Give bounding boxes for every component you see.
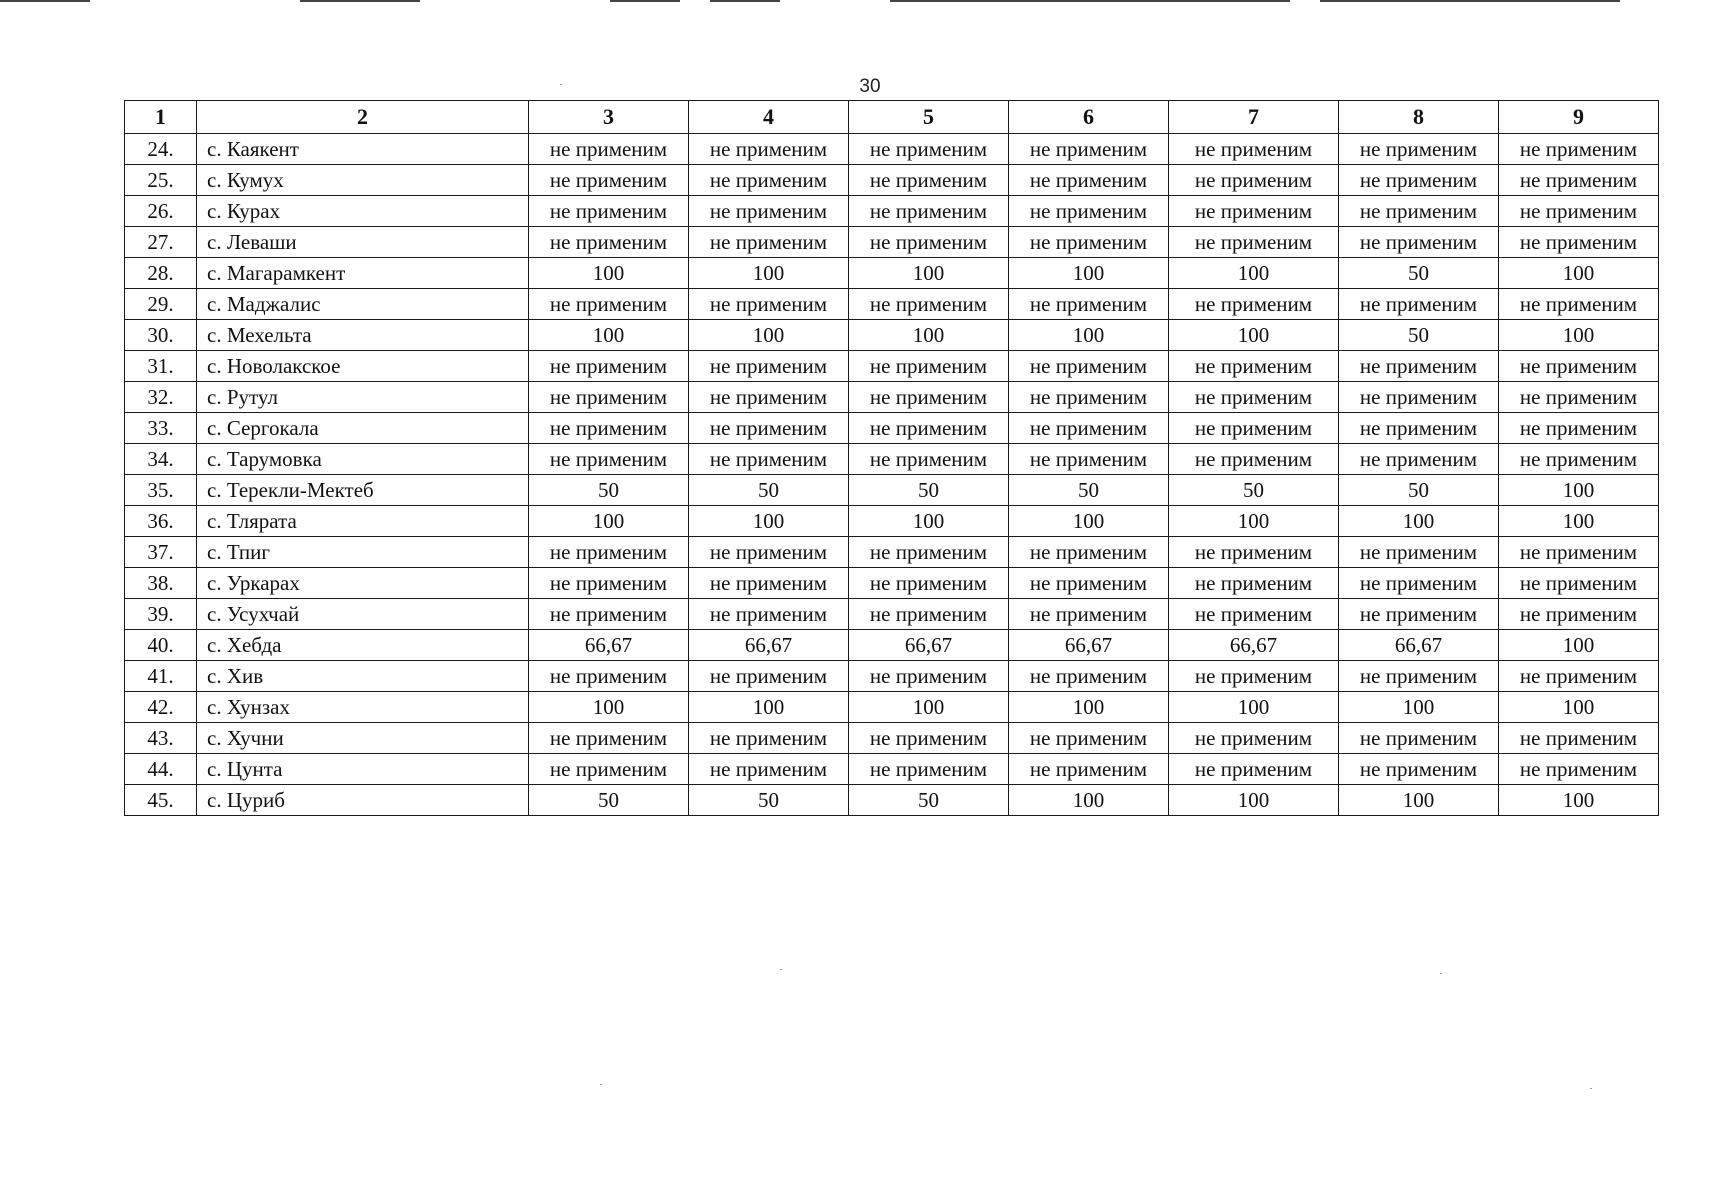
value-cell: не применим: [689, 661, 849, 692]
value-cell: не применим: [1499, 227, 1659, 258]
value-cell: 100: [1169, 506, 1339, 537]
value-cell: не применим: [1169, 351, 1339, 382]
value-cell: не применим: [1009, 289, 1169, 320]
table-row: [125, 413, 1659, 444]
value-cell: не применим: [1499, 754, 1659, 785]
value-cell: 66,67: [1339, 630, 1499, 661]
value-cell: не применим: [1499, 351, 1659, 382]
value-cell: 66,67: [1169, 630, 1339, 661]
value-cell: не применим: [689, 754, 849, 785]
row-number: 24.: [125, 134, 197, 165]
value-cell: не применим: [689, 382, 849, 413]
value-cell: не применим: [1339, 537, 1499, 568]
row-number: 34.: [125, 444, 197, 475]
value-cell: не применим: [689, 196, 849, 227]
table-row: [125, 785, 1659, 816]
scan-artifact: [710, 0, 780, 2]
value-cell: 100: [1169, 785, 1339, 816]
value-cell: 100: [1169, 320, 1339, 351]
value-cell: не применим: [849, 444, 1009, 475]
value-cell: не применим: [1499, 568, 1659, 599]
settlement-name: с. Сергокала: [197, 413, 529, 444]
table-row: [125, 568, 1659, 599]
value-cell: не применим: [1169, 134, 1339, 165]
value-cell: 100: [689, 692, 849, 723]
column-header: 3: [529, 101, 689, 134]
row-number: 25.: [125, 165, 197, 196]
row-number: 38.: [125, 568, 197, 599]
row-number: 40.: [125, 630, 197, 661]
value-cell: 100: [1499, 692, 1659, 723]
row-number: 29.: [125, 289, 197, 320]
row-number: 45.: [125, 785, 197, 816]
value-cell: не применим: [689, 134, 849, 165]
scan-speck: [600, 1084, 602, 1085]
value-cell: не применим: [689, 537, 849, 568]
settlement-name: с. Магарамкент: [197, 258, 529, 289]
table-body: [125, 134, 1659, 816]
value-cell: 100: [849, 692, 1009, 723]
settlement-name: с. Каякент: [197, 134, 529, 165]
value-cell: не применим: [689, 351, 849, 382]
settlement-name: с. Курах: [197, 196, 529, 227]
scan-artifact: [0, 0, 90, 2]
value-cell: не применим: [1339, 289, 1499, 320]
settlement-name: с. Уркарах: [197, 568, 529, 599]
value-cell: не применим: [529, 754, 689, 785]
value-cell: не применим: [529, 382, 689, 413]
table-row: [125, 134, 1659, 165]
value-cell: не применим: [689, 599, 849, 630]
value-cell: 50: [1339, 320, 1499, 351]
data-table: [124, 100, 1659, 816]
value-cell: 66,67: [689, 630, 849, 661]
value-cell: 100: [689, 320, 849, 351]
value-cell: не применим: [529, 661, 689, 692]
value-cell: не применим: [1339, 196, 1499, 227]
table-row: [125, 692, 1659, 723]
value-cell: не применим: [849, 196, 1009, 227]
scan-speck: [1590, 1088, 1592, 1089]
value-cell: не применим: [849, 599, 1009, 630]
settlement-name: с. Кумух: [197, 165, 529, 196]
settlement-name: с. Терекли-Мектеб: [197, 475, 529, 506]
value-cell: не применим: [1169, 444, 1339, 475]
value-cell: не применим: [1009, 196, 1169, 227]
value-cell: не применим: [1169, 537, 1339, 568]
table-row: [125, 599, 1659, 630]
value-cell: не применим: [689, 723, 849, 754]
value-cell: не применим: [849, 134, 1009, 165]
value-cell: 100: [689, 506, 849, 537]
scan-speck: [780, 969, 782, 970]
scan-artifact: [1320, 0, 1620, 2]
value-cell: не применим: [1499, 134, 1659, 165]
table-row: [125, 227, 1659, 258]
value-cell: не применим: [1339, 661, 1499, 692]
value-cell: не применим: [1339, 413, 1499, 444]
value-cell: 100: [849, 506, 1009, 537]
value-cell: не применим: [849, 568, 1009, 599]
value-cell: 50: [1009, 475, 1169, 506]
value-cell: 100: [849, 258, 1009, 289]
page-number: 30: [859, 76, 881, 97]
value-cell: не применим: [1499, 413, 1659, 444]
row-number: 37.: [125, 537, 197, 568]
value-cell: не применим: [1169, 568, 1339, 599]
row-number: 33.: [125, 413, 197, 444]
value-cell: 50: [1339, 258, 1499, 289]
settlement-name: с. Мехельта: [197, 320, 529, 351]
value-cell: 50: [849, 475, 1009, 506]
value-cell: 100: [1499, 506, 1659, 537]
value-cell: 100: [1499, 258, 1659, 289]
settlement-name: с. Цунта: [197, 754, 529, 785]
value-cell: не применим: [1169, 196, 1339, 227]
value-cell: не применим: [1169, 661, 1339, 692]
table-row: [125, 165, 1659, 196]
settlement-name: с. Хунзах: [197, 692, 529, 723]
value-cell: не применим: [1339, 444, 1499, 475]
value-cell: не применим: [1169, 227, 1339, 258]
value-cell: не применим: [1169, 599, 1339, 630]
value-cell: не применим: [1169, 382, 1339, 413]
value-cell: не применим: [1169, 723, 1339, 754]
value-cell: не применим: [529, 196, 689, 227]
value-cell: 66,67: [529, 630, 689, 661]
value-cell: не применим: [1499, 289, 1659, 320]
column-header: 7: [1169, 101, 1339, 134]
row-number: 28.: [125, 258, 197, 289]
value-cell: 100: [1009, 506, 1169, 537]
value-cell: не применим: [529, 165, 689, 196]
value-cell: не применим: [529, 444, 689, 475]
value-cell: 100: [1339, 785, 1499, 816]
value-cell: не применим: [849, 754, 1009, 785]
value-cell: 50: [529, 785, 689, 816]
value-cell: не применим: [1339, 599, 1499, 630]
column-header: 1: [125, 101, 197, 134]
value-cell: не применим: [529, 599, 689, 630]
value-cell: не применим: [1339, 382, 1499, 413]
value-cell: не применим: [529, 413, 689, 444]
value-cell: не применим: [529, 351, 689, 382]
value-cell: 100: [1339, 692, 1499, 723]
row-number: 27.: [125, 227, 197, 258]
value-cell: не применим: [1499, 196, 1659, 227]
settlement-name: с. Новолакское: [197, 351, 529, 382]
value-cell: не применим: [1169, 754, 1339, 785]
value-cell: 66,67: [849, 630, 1009, 661]
value-cell: не применим: [1339, 351, 1499, 382]
value-cell: не применим: [1499, 599, 1659, 630]
value-cell: не применим: [1009, 227, 1169, 258]
value-cell: 50: [689, 785, 849, 816]
value-cell: не применим: [849, 661, 1009, 692]
table-row: [125, 351, 1659, 382]
value-cell: не применим: [1009, 599, 1169, 630]
value-cell: не применим: [849, 723, 1009, 754]
value-cell: не применим: [1009, 351, 1169, 382]
value-cell: не применим: [849, 351, 1009, 382]
value-cell: не применим: [1339, 134, 1499, 165]
row-number: 30.: [125, 320, 197, 351]
scan-speck: [560, 84, 562, 85]
value-cell: не применим: [1339, 723, 1499, 754]
value-cell: 100: [1009, 320, 1169, 351]
value-cell: не применим: [1499, 444, 1659, 475]
row-number: 36.: [125, 506, 197, 537]
value-cell: не применим: [1499, 382, 1659, 413]
settlement-name: с. Усухчай: [197, 599, 529, 630]
settlement-name: с. Рутул: [197, 382, 529, 413]
value-cell: не применим: [689, 444, 849, 475]
value-cell: 100: [1339, 506, 1499, 537]
value-cell: не применим: [689, 568, 849, 599]
scan-artifact: [890, 0, 1290, 2]
table-row: [125, 320, 1659, 351]
scan-artifact: [610, 0, 680, 2]
column-header: 6: [1009, 101, 1169, 134]
scan-artifact: [300, 0, 420, 2]
value-cell: 100: [1499, 320, 1659, 351]
table-row: [125, 661, 1659, 692]
value-cell: не применим: [1499, 165, 1659, 196]
value-cell: не применим: [1169, 289, 1339, 320]
settlement-name: с. Леваши: [197, 227, 529, 258]
column-header: 5: [849, 101, 1009, 134]
settlement-name: с. Цуриб: [197, 785, 529, 816]
value-cell: 100: [1009, 692, 1169, 723]
value-cell: не применим: [1009, 754, 1169, 785]
value-cell: не применим: [849, 382, 1009, 413]
value-cell: не применим: [1499, 723, 1659, 754]
header-row: [125, 101, 1659, 134]
value-cell: 100: [529, 320, 689, 351]
value-cell: не применим: [849, 413, 1009, 444]
value-cell: не применим: [1009, 568, 1169, 599]
value-cell: 100: [1499, 475, 1659, 506]
value-cell: 100: [529, 258, 689, 289]
row-number: 35.: [125, 475, 197, 506]
value-cell: 100: [1499, 630, 1659, 661]
row-number: 43.: [125, 723, 197, 754]
value-cell: не применим: [1009, 444, 1169, 475]
value-cell: не применим: [849, 537, 1009, 568]
row-number: 41.: [125, 661, 197, 692]
settlement-name: с. Хучни: [197, 723, 529, 754]
settlement-name: с. Хив: [197, 661, 529, 692]
table-row: [125, 289, 1659, 320]
value-cell: не применим: [529, 723, 689, 754]
column-header: 2: [197, 101, 529, 134]
settlement-name: с. Тпиг: [197, 537, 529, 568]
value-cell: не применим: [849, 165, 1009, 196]
value-cell: не применим: [689, 227, 849, 258]
value-cell: не применим: [1339, 568, 1499, 599]
table-row: [125, 630, 1659, 661]
table-row: [125, 475, 1659, 506]
row-number: 31.: [125, 351, 197, 382]
value-cell: 100: [1499, 785, 1659, 816]
value-cell: не применим: [529, 568, 689, 599]
value-cell: 100: [529, 506, 689, 537]
row-number: 42.: [125, 692, 197, 723]
value-cell: не применим: [1009, 165, 1169, 196]
value-cell: не применим: [1499, 537, 1659, 568]
value-cell: не применим: [529, 537, 689, 568]
value-cell: 100: [849, 320, 1009, 351]
value-cell: не применим: [1009, 413, 1169, 444]
column-header: 9: [1499, 101, 1659, 134]
value-cell: 100: [689, 258, 849, 289]
table-row: [125, 506, 1659, 537]
table-row: [125, 258, 1659, 289]
value-cell: 50: [849, 785, 1009, 816]
value-cell: не применим: [529, 289, 689, 320]
value-cell: не применим: [1009, 134, 1169, 165]
column-header: 4: [689, 101, 849, 134]
value-cell: не применим: [1009, 537, 1169, 568]
settlement-name: с. Маджалис: [197, 289, 529, 320]
value-cell: 100: [1169, 692, 1339, 723]
value-cell: не применим: [1339, 754, 1499, 785]
column-header: 8: [1339, 101, 1499, 134]
value-cell: не применим: [1499, 661, 1659, 692]
value-cell: не применим: [1169, 413, 1339, 444]
table-row: [125, 382, 1659, 413]
value-cell: не применим: [849, 289, 1009, 320]
value-cell: 50: [1169, 475, 1339, 506]
value-cell: 50: [529, 475, 689, 506]
value-cell: не применим: [689, 289, 849, 320]
table-row: [125, 723, 1659, 754]
value-cell: не применим: [689, 165, 849, 196]
settlement-name: с. Тарумовка: [197, 444, 529, 475]
table-row: [125, 196, 1659, 227]
table-row: [125, 444, 1659, 475]
value-cell: 100: [1009, 258, 1169, 289]
table-row: [125, 537, 1659, 568]
value-cell: не применим: [849, 227, 1009, 258]
value-cell: не применим: [1339, 227, 1499, 258]
value-cell: не применим: [529, 227, 689, 258]
value-cell: не применим: [1169, 165, 1339, 196]
value-cell: 100: [1169, 258, 1339, 289]
value-cell: 50: [689, 475, 849, 506]
row-number: 26.: [125, 196, 197, 227]
row-number: 32.: [125, 382, 197, 413]
value-cell: не применим: [529, 134, 689, 165]
value-cell: 50: [1339, 475, 1499, 506]
value-cell: не применим: [1009, 723, 1169, 754]
value-cell: 100: [529, 692, 689, 723]
row-number: 44.: [125, 754, 197, 785]
value-cell: 100: [1009, 785, 1169, 816]
scan-speck: [1440, 973, 1442, 974]
settlement-name: с. Тлярата: [197, 506, 529, 537]
settlement-name: с. Хебда: [197, 630, 529, 661]
value-cell: не применим: [689, 413, 849, 444]
table-row: [125, 754, 1659, 785]
value-cell: не применим: [1009, 661, 1169, 692]
value-cell: 66,67: [1009, 630, 1169, 661]
value-cell: не применим: [1009, 382, 1169, 413]
row-number: 39.: [125, 599, 197, 630]
value-cell: не применим: [1339, 165, 1499, 196]
